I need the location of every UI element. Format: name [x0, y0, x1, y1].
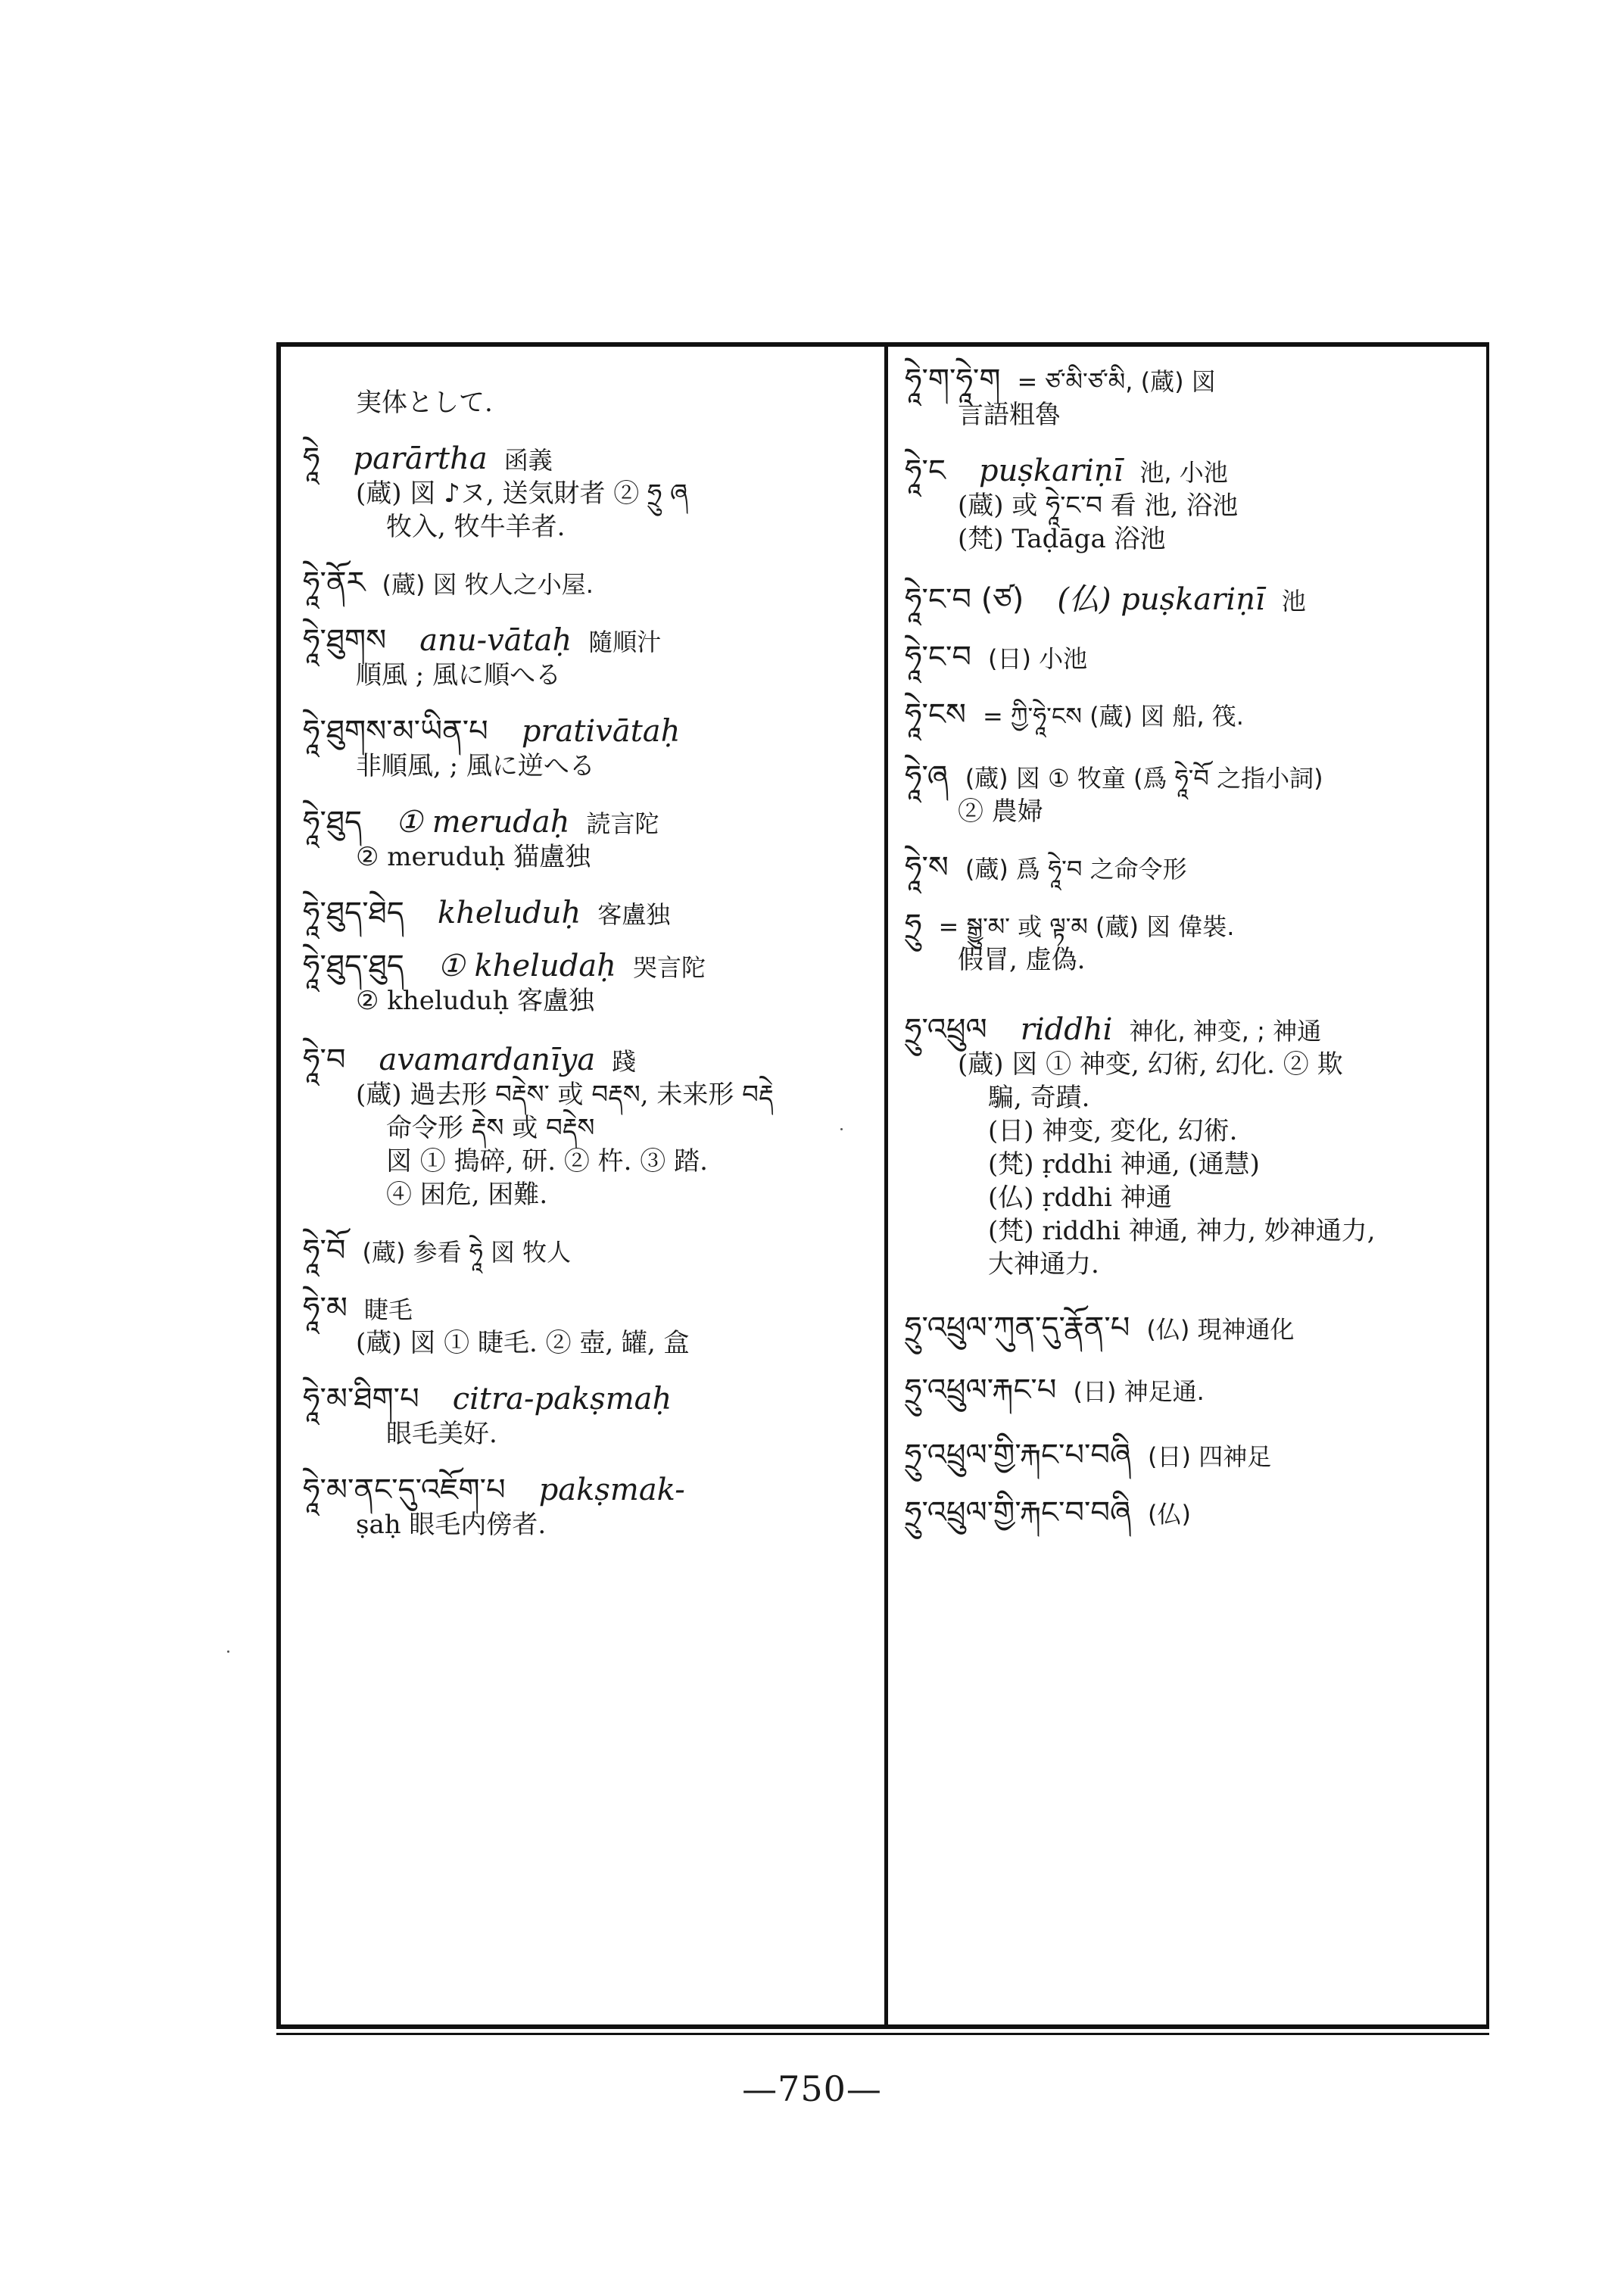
entry-gloss: 池	[1281, 587, 1306, 616]
entry-subline: (蔵) 過去形 བརྡེས་ 或 བརྡས, 未来形 བརྡེ	[356, 1080, 774, 1110]
dictionary-entry	[905, 909, 1480, 977]
dictionary-entry	[303, 386, 878, 419]
sanskrit-romanization: prativātaḥ	[521, 714, 681, 749]
tibetan-headword: ཧཱེ་ང་བ	[905, 640, 971, 675]
entry-subline: (梵) ṛddhi 神通, (通慧)	[988, 1149, 1260, 1180]
entry-subline: ② meruduḥ 猫盧独	[356, 842, 591, 872]
dictionary-entry	[905, 698, 1480, 733]
entry-headline	[303, 1043, 878, 1078]
entry-gloss: 読言陀	[586, 809, 659, 838]
entry-subline: (蔵) 図 ① 睫毛. ② 壺, 罐, 盒	[356, 1328, 690, 1358]
tibetan-headword: ཧཱེ་བོ	[303, 1233, 346, 1268]
tibetan-headword: ཧཱེ་ས	[905, 850, 949, 885]
dictionary-entry	[905, 1496, 1480, 1531]
sanskrit-romanization: puṣkariṇī	[978, 454, 1124, 488]
entry-subline: 騙, 奇蹟.	[988, 1083, 1090, 1113]
entry-subline: 假冒, 虚偽.	[958, 945, 1086, 975]
sanskrit-romanization: riddhi	[1020, 1012, 1113, 1047]
entry-subline: 大神通力.	[988, 1249, 1099, 1279]
entry-headline	[905, 454, 1480, 489]
entry-gloss: 踐	[612, 1047, 637, 1076]
entry-gloss: (日) 小池	[988, 644, 1088, 673]
tibetan-headword: ཧཱེ་ཐུད་ཐུད	[303, 949, 404, 983]
entry-subline: 言語粗魯	[958, 400, 1061, 430]
entry-subline: ④ 困危, 困難.	[386, 1180, 548, 1210]
dictionary-entry	[905, 851, 1480, 886]
dictionary-entry	[303, 1234, 878, 1269]
entry-subline: ② kheluduḥ 客盧独	[356, 986, 595, 1016]
tibetan-headword: ཧཱེ	[303, 441, 320, 476]
entry-subline: ṣaḥ 眼毛内傍者.	[356, 1510, 547, 1540]
entry-subline: ② 農婦	[958, 796, 1043, 827]
tibetan-headword: ཧྲུ་འཕྲུལ་རྐང་པ	[905, 1373, 1057, 1407]
entry-subline: 実体として.	[356, 388, 493, 418]
dictionary-entry	[905, 454, 1480, 556]
dictionary-entry	[905, 1013, 1480, 1281]
entry-subline: (仏) ṛddhi 神通	[988, 1183, 1172, 1213]
entry-headline	[905, 1311, 1480, 1346]
dictionary-entry	[905, 641, 1480, 675]
dictionary-entry	[303, 566, 878, 601]
entry-gloss: 神化, 神变, ; 神通	[1129, 1017, 1322, 1046]
sanskrit-romanization: ① kheludaḥ	[437, 949, 616, 983]
tibetan-headword: ཧཱེ་ཐུགས	[303, 623, 387, 658]
entry-headline	[303, 715, 878, 750]
entry-gloss: 客盧独	[597, 900, 671, 929]
tibetan-headword: ཧཱེ་ངས	[905, 697, 966, 732]
tibetan-headword: ཧཱེ་ཐུད	[303, 805, 363, 840]
right-column	[905, 356, 1480, 1531]
sanskrit-romanization: citra-pakṣmaḥ	[452, 1382, 672, 1417]
tibetan-headword: ཧཱེ་ཐུད་ཐེད	[303, 896, 404, 930]
dictionary-entry	[303, 715, 878, 783]
entry-gloss: (蔵) 参看 ཧཱེ 図 牧人	[362, 1238, 572, 1267]
dictionary-entry	[905, 760, 1480, 828]
entry-headline	[303, 949, 878, 984]
tibetan-headword: ཧཱེ་ག་ཧཱེ་ག	[905, 363, 1001, 397]
dictionary-entry	[303, 1473, 878, 1541]
entry-gloss: 隨順汁	[588, 628, 662, 656]
entry-subline: 眼毛美好.	[386, 1419, 497, 1449]
left-column	[303, 356, 878, 1541]
entry-gloss: = སྒྱུ་མ་ 或 ལྟ་མ (蔵) 図 偉裝.	[938, 912, 1235, 941]
entry-headline	[303, 896, 878, 931]
tibetan-headword: ཧཱེ་ང་བ (ཙ)	[905, 582, 1024, 617]
entry-subline: 命令形 རྡེས 或 བརྡེས	[386, 1113, 595, 1143]
sanskrit-romanization: (仏) puṣkariṇī	[1057, 582, 1265, 617]
tibetan-headword: ཧཱེ་མ་ཐིག་པ	[303, 1382, 419, 1417]
sanskrit-romanization: parārtha	[353, 441, 488, 476]
tibetan-headword: ཧྲུ་འཕྲུལ་གྱི་རྐང་པ་བཞི	[905, 1438, 1132, 1473]
entry-subline: (蔵) 或 ཧཱེ་ང་བ 看 池, 浴池	[958, 491, 1239, 521]
tibetan-headword: ཧཱེ་ཐུགས་མ་ཡིན་པ	[303, 714, 488, 749]
entry-gloss: (蔵) 図 ① 牧童 (爲 ཧཱེ་བོ 之指小詞)	[965, 764, 1323, 793]
dictionary-entry	[303, 1292, 878, 1360]
sanskrit-romanization: pakṣmak-	[538, 1473, 685, 1507]
entry-headline	[303, 1473, 878, 1508]
entry-gloss: 池, 小池	[1139, 458, 1228, 487]
entry-headline	[905, 583, 1480, 618]
tibetan-headword: ཧྲུ་འཕྲུལ་ཀུན་དུ་རྣོན་པ	[905, 1311, 1130, 1345]
tibetan-headword: ཧྲུ	[905, 908, 922, 943]
entry-gloss: (仏) 現神通化	[1146, 1315, 1295, 1344]
entry-gloss: (日) 四神足	[1148, 1442, 1272, 1471]
sanskrit-romanization: kheluduḥ	[437, 896, 581, 930]
dictionary-entry	[303, 1043, 878, 1211]
entry-gloss: 函義	[503, 446, 553, 475]
entry-gloss: 睫毛	[363, 1295, 413, 1324]
entry-gloss: (蔵) 図 牧人之小屋.	[382, 570, 594, 599]
entry-subline: 牧入, 牧牛羊者.	[386, 512, 566, 542]
entry-headline	[905, 698, 1480, 733]
entry-gloss: 哭言陀	[632, 953, 706, 982]
entry-gloss: (日) 神足通.	[1073, 1377, 1205, 1406]
entry-headline	[303, 566, 878, 601]
dictionary-entry	[905, 1311, 1480, 1346]
tibetan-headword: ཧྲུ་འཕྲུལ	[905, 1012, 987, 1047]
entry-headline	[303, 1292, 878, 1326]
dictionary-entry	[905, 1438, 1480, 1473]
tibetan-headword: ཧྲུ་འཕྲུལ་གྱི་རྐང་བ་བཞི	[905, 1495, 1132, 1530]
dictionary-entry	[905, 1373, 1480, 1408]
entry-subline: (梵) Taḍāga 浴池	[958, 524, 1166, 554]
dictionary-entry	[303, 806, 878, 874]
column-divider	[884, 342, 888, 2029]
entry-headline	[303, 1234, 878, 1269]
dictionary-entry	[303, 896, 878, 931]
tibetan-headword: ཧཱེ་ཞ	[905, 759, 949, 794]
entry-headline	[905, 851, 1480, 886]
dictionary-entry	[303, 949, 878, 1018]
entry-gloss: = ཙ་མི་ཙ་མི, (蔵) 図	[1017, 367, 1216, 396]
entry-headline	[905, 1373, 1480, 1408]
page-number: —750—	[742, 2068, 882, 2109]
dictionary-entry	[303, 624, 878, 692]
entry-subline: (蔵) 図 ♪ヌ, 送気財者 ② ཧྲུ ཞ	[356, 478, 688, 509]
dictionary-entry	[905, 583, 1480, 618]
dictionary-entry	[905, 363, 1480, 432]
sanskrit-romanization: ① merudaḥ	[395, 805, 570, 840]
tibetan-headword: ཧཱེ་བ	[303, 1043, 346, 1077]
entry-headline	[303, 624, 878, 659]
entry-subline: 非順風, ; 風に逆へる	[356, 751, 595, 781]
entry-headline	[905, 1496, 1480, 1531]
entry-headline	[905, 909, 1480, 943]
entry-subline: (蔵) 図 ① 神变, 幻術, 幻化. ② 欺	[958, 1049, 1343, 1080]
entry-headline	[303, 806, 878, 840]
entry-subline: 順風 ; 風に順へる	[356, 660, 562, 690]
entry-subline: 図 ① 搗碎, 研. ② 杵. ③ 踏.	[386, 1146, 708, 1177]
tibetan-headword: ཧཱེ་མ	[303, 1291, 348, 1326]
entry-headline	[905, 1013, 1480, 1048]
scan-speck	[227, 1650, 229, 1653]
dictionary-entry	[303, 442, 878, 544]
entry-headline	[905, 1438, 1480, 1473]
dictionary-entry	[303, 1382, 878, 1451]
entry-headline	[905, 760, 1480, 795]
sanskrit-romanization: anu-vātaḥ	[419, 623, 572, 658]
entry-headline	[905, 363, 1480, 398]
scan-speck	[840, 1128, 843, 1130]
entry-headline	[303, 442, 878, 477]
entry-gloss: (仏)	[1148, 1500, 1192, 1529]
entry-headline	[303, 1382, 878, 1417]
tibetan-headword: ཧཱེ་ང	[905, 454, 946, 488]
entry-headline	[905, 641, 1480, 675]
entry-subline: (梵) riddhi 神通, 神力, 妙神通力,	[988, 1216, 1376, 1246]
entry-gloss: (蔵) 爲 ཧཱེ་བ 之命令形	[965, 855, 1187, 884]
tibetan-headword: ཧཱེ་མ་ནང་དུ་འཇོག་པ	[303, 1473, 506, 1507]
sanskrit-romanization: avamardanīya	[379, 1043, 596, 1077]
tibetan-headword: ཧཱེ་ནོར	[303, 566, 366, 600]
entry-subline: (日) 神变, 変化, 幻術.	[988, 1116, 1238, 1146]
entry-gloss: = ཀྱི་ཧཱེ་ངས (蔵) 図 船, 筏.	[982, 702, 1244, 731]
